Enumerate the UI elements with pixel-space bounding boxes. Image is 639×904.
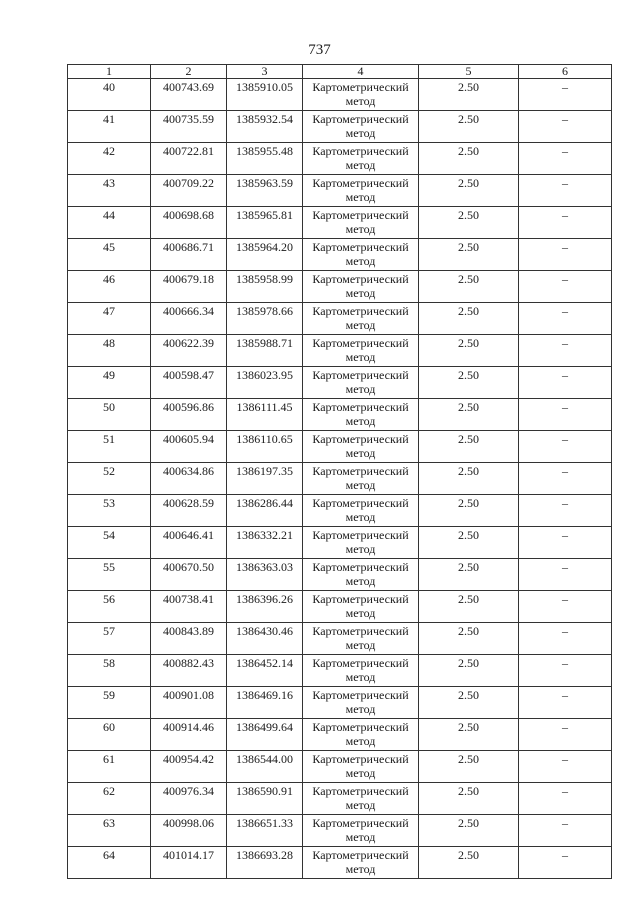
method-cell (303, 719, 419, 751)
note-cell: – (519, 623, 612, 655)
method-cell (303, 175, 419, 207)
x-coordinate-cell: 400735.59 (151, 111, 227, 143)
point-number-cell: 50 (68, 399, 151, 431)
y-coordinate-cell: 1386452.14 (227, 655, 303, 687)
x-coordinate-cell: 400914.46 (151, 719, 227, 751)
y-coordinate-cell: 1385958.99 (227, 271, 303, 303)
y-coordinate-cell: 1385965.81 (227, 207, 303, 239)
note-cell: – (519, 303, 612, 335)
x-coordinate-cell: 400646.41 (151, 527, 227, 559)
method-line-2: метод (345, 445, 376, 460)
table-header (68, 65, 612, 79)
table-row (68, 655, 612, 687)
method-line-2: метод (345, 285, 376, 300)
method-cell (303, 271, 419, 303)
accuracy-cell: 2.50 (419, 335, 519, 367)
point-number-cell: 46 (68, 271, 151, 303)
table-row (68, 175, 612, 207)
method-line-1: Картометрический (312, 656, 409, 670)
point-number-cell: 52 (68, 463, 151, 495)
table-row (68, 431, 612, 463)
method-cell (303, 847, 419, 879)
method-cell (303, 335, 419, 367)
note-cell: – (519, 463, 612, 495)
method-line-2: метод (345, 221, 376, 236)
point-number-cell: 45 (68, 239, 151, 271)
note-cell: – (519, 783, 612, 815)
accuracy-cell: 2.50 (419, 431, 519, 463)
note-cell: – (519, 655, 612, 687)
method-cell (303, 399, 419, 431)
accuracy-cell: 2.50 (419, 751, 519, 783)
table-row (68, 399, 612, 431)
x-coordinate-cell: 400698.68 (151, 207, 227, 239)
point-number-cell: 44 (68, 207, 151, 239)
point-number-cell: 51 (68, 431, 151, 463)
method-line-1: Картометрический (312, 688, 409, 702)
method-line-1: Картометрический (312, 304, 409, 318)
table-row (68, 79, 612, 111)
method-cell (303, 655, 419, 687)
method-line-2: метод (345, 701, 376, 716)
table-row (68, 623, 612, 655)
note-cell: – (519, 847, 612, 879)
table-row (68, 143, 612, 175)
y-coordinate-cell: 1386430.46 (227, 623, 303, 655)
table-row (68, 559, 612, 591)
accuracy-cell: 2.50 (419, 463, 519, 495)
method-line-1: Картометрический (312, 560, 409, 574)
accuracy-cell: 2.50 (419, 815, 519, 847)
x-coordinate-cell: 401014.17 (151, 847, 227, 879)
accuracy-cell: 2.50 (419, 655, 519, 687)
note-cell: – (519, 719, 612, 751)
y-coordinate-cell: 1386286.44 (227, 495, 303, 527)
x-coordinate-cell: 400843.89 (151, 623, 227, 655)
x-coordinate-cell: 400882.43 (151, 655, 227, 687)
x-coordinate-cell: 400605.94 (151, 431, 227, 463)
note-cell: – (519, 591, 612, 623)
x-coordinate-cell: 400738.41 (151, 591, 227, 623)
y-coordinate-cell: 1385932.54 (227, 111, 303, 143)
method-line-1: Картометрический (312, 464, 409, 478)
y-coordinate-cell: 1385955.48 (227, 143, 303, 175)
note-cell: – (519, 175, 612, 207)
accuracy-cell: 2.50 (419, 175, 519, 207)
method-cell (303, 143, 419, 175)
y-coordinate-cell: 1386023.95 (227, 367, 303, 399)
note-cell: – (519, 751, 612, 783)
method-cell (303, 559, 419, 591)
point-number-cell: 58 (68, 655, 151, 687)
note-cell: – (519, 687, 612, 719)
method-line-2: метод (345, 413, 376, 428)
point-number-cell: 59 (68, 687, 151, 719)
method-line-1: Картометрический (312, 528, 409, 542)
method-cell (303, 751, 419, 783)
y-coordinate-cell: 1385964.20 (227, 239, 303, 271)
method-line-2: метод (345, 381, 376, 396)
y-coordinate-cell: 1386651.33 (227, 815, 303, 847)
method-line-2: метод (345, 861, 376, 876)
method-line-2: метод (345, 349, 376, 364)
accuracy-cell: 2.50 (419, 79, 519, 111)
method-line-1: Картометрический (312, 144, 409, 158)
method-line-2: метод (345, 733, 376, 748)
x-coordinate-cell: 400901.08 (151, 687, 227, 719)
x-coordinate-cell: 400679.18 (151, 271, 227, 303)
x-coordinate-cell: 400596.86 (151, 399, 227, 431)
x-coordinate-cell: 400598.47 (151, 367, 227, 399)
y-coordinate-cell: 1386110.65 (227, 431, 303, 463)
method-cell (303, 207, 419, 239)
method-cell (303, 623, 419, 655)
y-coordinate-cell: 1386111.45 (227, 399, 303, 431)
method-line-2: метод (345, 637, 376, 652)
header-row (68, 65, 612, 79)
table-row (68, 783, 612, 815)
note-cell: – (519, 271, 612, 303)
method-line-2: метод (345, 829, 376, 844)
point-number-cell: 43 (68, 175, 151, 207)
note-cell: – (519, 495, 612, 527)
table-row (68, 239, 612, 271)
accuracy-cell: 2.50 (419, 527, 519, 559)
note-cell: – (519, 399, 612, 431)
point-number-cell: 55 (68, 559, 151, 591)
method-line-2: метод (345, 317, 376, 332)
y-coordinate-cell: 1385978.66 (227, 303, 303, 335)
table-row (68, 591, 612, 623)
accuracy-cell: 2.50 (419, 847, 519, 879)
method-cell (303, 527, 419, 559)
method-line-1: Картометрический (312, 208, 409, 222)
method-line-2: метод (345, 605, 376, 620)
method-line-2: метод (345, 797, 376, 812)
method-cell (303, 303, 419, 335)
table-row (68, 111, 612, 143)
method-line-1: Картометрический (312, 272, 409, 286)
accuracy-cell: 2.50 (419, 271, 519, 303)
point-number-cell: 48 (68, 335, 151, 367)
note-cell: – (519, 367, 612, 399)
table-row (68, 495, 612, 527)
method-cell (303, 815, 419, 847)
y-coordinate-cell: 1386469.16 (227, 687, 303, 719)
method-cell (303, 239, 419, 271)
y-coordinate-cell: 1385910.05 (227, 79, 303, 111)
method-line-1: Картометрический (312, 368, 409, 382)
method-cell (303, 495, 419, 527)
point-number-cell: 42 (68, 143, 151, 175)
method-line-1: Картометрический (312, 112, 409, 126)
table-row (68, 687, 612, 719)
x-coordinate-cell: 400998.06 (151, 815, 227, 847)
y-coordinate-cell: 1386396.26 (227, 591, 303, 623)
note-cell: – (519, 79, 612, 111)
note-cell: – (519, 431, 612, 463)
x-coordinate-cell: 400743.69 (151, 79, 227, 111)
table-body (68, 79, 612, 879)
x-coordinate-cell: 400686.71 (151, 239, 227, 271)
accuracy-cell: 2.50 (419, 783, 519, 815)
y-coordinate-cell: 1385988.71 (227, 335, 303, 367)
method-line-2: метод (345, 189, 376, 204)
coordinates-table (67, 64, 612, 879)
x-coordinate-cell: 400709.22 (151, 175, 227, 207)
x-coordinate-cell: 400976.34 (151, 783, 227, 815)
method-line-2: метод (345, 541, 376, 556)
method-line-1: Картометрический (312, 592, 409, 606)
method-line-2: метод (345, 765, 376, 780)
x-coordinate-cell: 400670.50 (151, 559, 227, 591)
y-coordinate-cell: 1386332.21 (227, 527, 303, 559)
table-row (68, 847, 612, 879)
table-row (68, 367, 612, 399)
method-line-1: Картометрический (312, 432, 409, 446)
method-cell (303, 367, 419, 399)
point-number-cell: 40 (68, 79, 151, 111)
table-row (68, 527, 612, 559)
method-cell (303, 463, 419, 495)
column-header-6: 6 (519, 65, 612, 79)
note-cell: – (519, 143, 612, 175)
accuracy-cell: 2.50 (419, 559, 519, 591)
column-header-5: 5 (419, 65, 519, 79)
method-line-2: метод (345, 477, 376, 492)
accuracy-cell: 2.50 (419, 143, 519, 175)
note-cell: – (519, 111, 612, 143)
accuracy-cell: 2.50 (419, 207, 519, 239)
accuracy-cell: 2.50 (419, 687, 519, 719)
y-coordinate-cell: 1386499.64 (227, 719, 303, 751)
x-coordinate-cell: 400666.34 (151, 303, 227, 335)
x-coordinate-cell: 400722.81 (151, 143, 227, 175)
method-line-1: Картометрический (312, 624, 409, 638)
method-line-2: метод (345, 253, 376, 268)
point-number-cell: 57 (68, 623, 151, 655)
table-row (68, 463, 612, 495)
accuracy-cell: 2.50 (419, 719, 519, 751)
method-line-2: метод (345, 509, 376, 524)
point-number-cell: 61 (68, 751, 151, 783)
point-number-cell: 47 (68, 303, 151, 335)
method-line-1: Картометрический (312, 784, 409, 798)
x-coordinate-cell: 400622.39 (151, 335, 227, 367)
accuracy-cell: 2.50 (419, 495, 519, 527)
point-number-cell: 63 (68, 815, 151, 847)
method-line-1: Картометрический (312, 496, 409, 510)
table-row (68, 271, 612, 303)
y-coordinate-cell: 1386544.00 (227, 751, 303, 783)
point-number-cell: 49 (68, 367, 151, 399)
table-row (68, 303, 612, 335)
column-header-3: 3 (227, 65, 303, 79)
accuracy-cell: 2.50 (419, 303, 519, 335)
point-number-cell: 41 (68, 111, 151, 143)
method-line-1: Картометрический (312, 400, 409, 414)
note-cell: – (519, 559, 612, 591)
point-number-cell: 54 (68, 527, 151, 559)
y-coordinate-cell: 1385963.59 (227, 175, 303, 207)
point-number-cell: 64 (68, 847, 151, 879)
method-cell (303, 591, 419, 623)
y-coordinate-cell: 1386693.28 (227, 847, 303, 879)
method-line-2: метод (345, 125, 376, 140)
method-cell (303, 79, 419, 111)
accuracy-cell: 2.50 (419, 111, 519, 143)
table-row (68, 719, 612, 751)
accuracy-cell: 2.50 (419, 239, 519, 271)
method-line-1: Картометрический (312, 240, 409, 254)
method-line-1: Картометрический (312, 80, 409, 94)
point-number-cell: 60 (68, 719, 151, 751)
method-cell (303, 431, 419, 463)
column-header-1: 1 (68, 65, 151, 79)
method-line-1: Картометрический (312, 848, 409, 862)
method-line-1: Картометрический (312, 752, 409, 766)
method-line-2: метод (345, 573, 376, 588)
method-line-1: Картометрический (312, 176, 409, 190)
method-line-2: метод (345, 157, 376, 172)
point-number-cell: 56 (68, 591, 151, 623)
note-cell: – (519, 239, 612, 271)
method-cell (303, 687, 419, 719)
table-row (68, 335, 612, 367)
accuracy-cell: 2.50 (419, 591, 519, 623)
y-coordinate-cell: 1386197.35 (227, 463, 303, 495)
page-number: 737 (308, 42, 331, 58)
method-line-1: Картометрический (312, 816, 409, 830)
table-row (68, 751, 612, 783)
point-number-cell: 62 (68, 783, 151, 815)
y-coordinate-cell: 1386590.91 (227, 783, 303, 815)
y-coordinate-cell: 1386363.03 (227, 559, 303, 591)
point-number-cell: 53 (68, 495, 151, 527)
table-row (68, 815, 612, 847)
column-header-2: 2 (151, 65, 227, 79)
method-line-2: метод (345, 669, 376, 684)
x-coordinate-cell: 400954.42 (151, 751, 227, 783)
method-line-1: Картометрический (312, 336, 409, 350)
method-cell (303, 111, 419, 143)
table-row (68, 207, 612, 239)
note-cell: – (519, 335, 612, 367)
method-line-1: Картометрический (312, 720, 409, 734)
accuracy-cell: 2.50 (419, 623, 519, 655)
note-cell: – (519, 207, 612, 239)
method-cell (303, 783, 419, 815)
note-cell: – (519, 527, 612, 559)
accuracy-cell: 2.50 (419, 399, 519, 431)
note-cell: – (519, 815, 612, 847)
column-header-4: 4 (303, 65, 419, 79)
accuracy-cell: 2.50 (419, 367, 519, 399)
x-coordinate-cell: 400634.86 (151, 463, 227, 495)
x-coordinate-cell: 400628.59 (151, 495, 227, 527)
method-line-2: метод (345, 93, 376, 108)
